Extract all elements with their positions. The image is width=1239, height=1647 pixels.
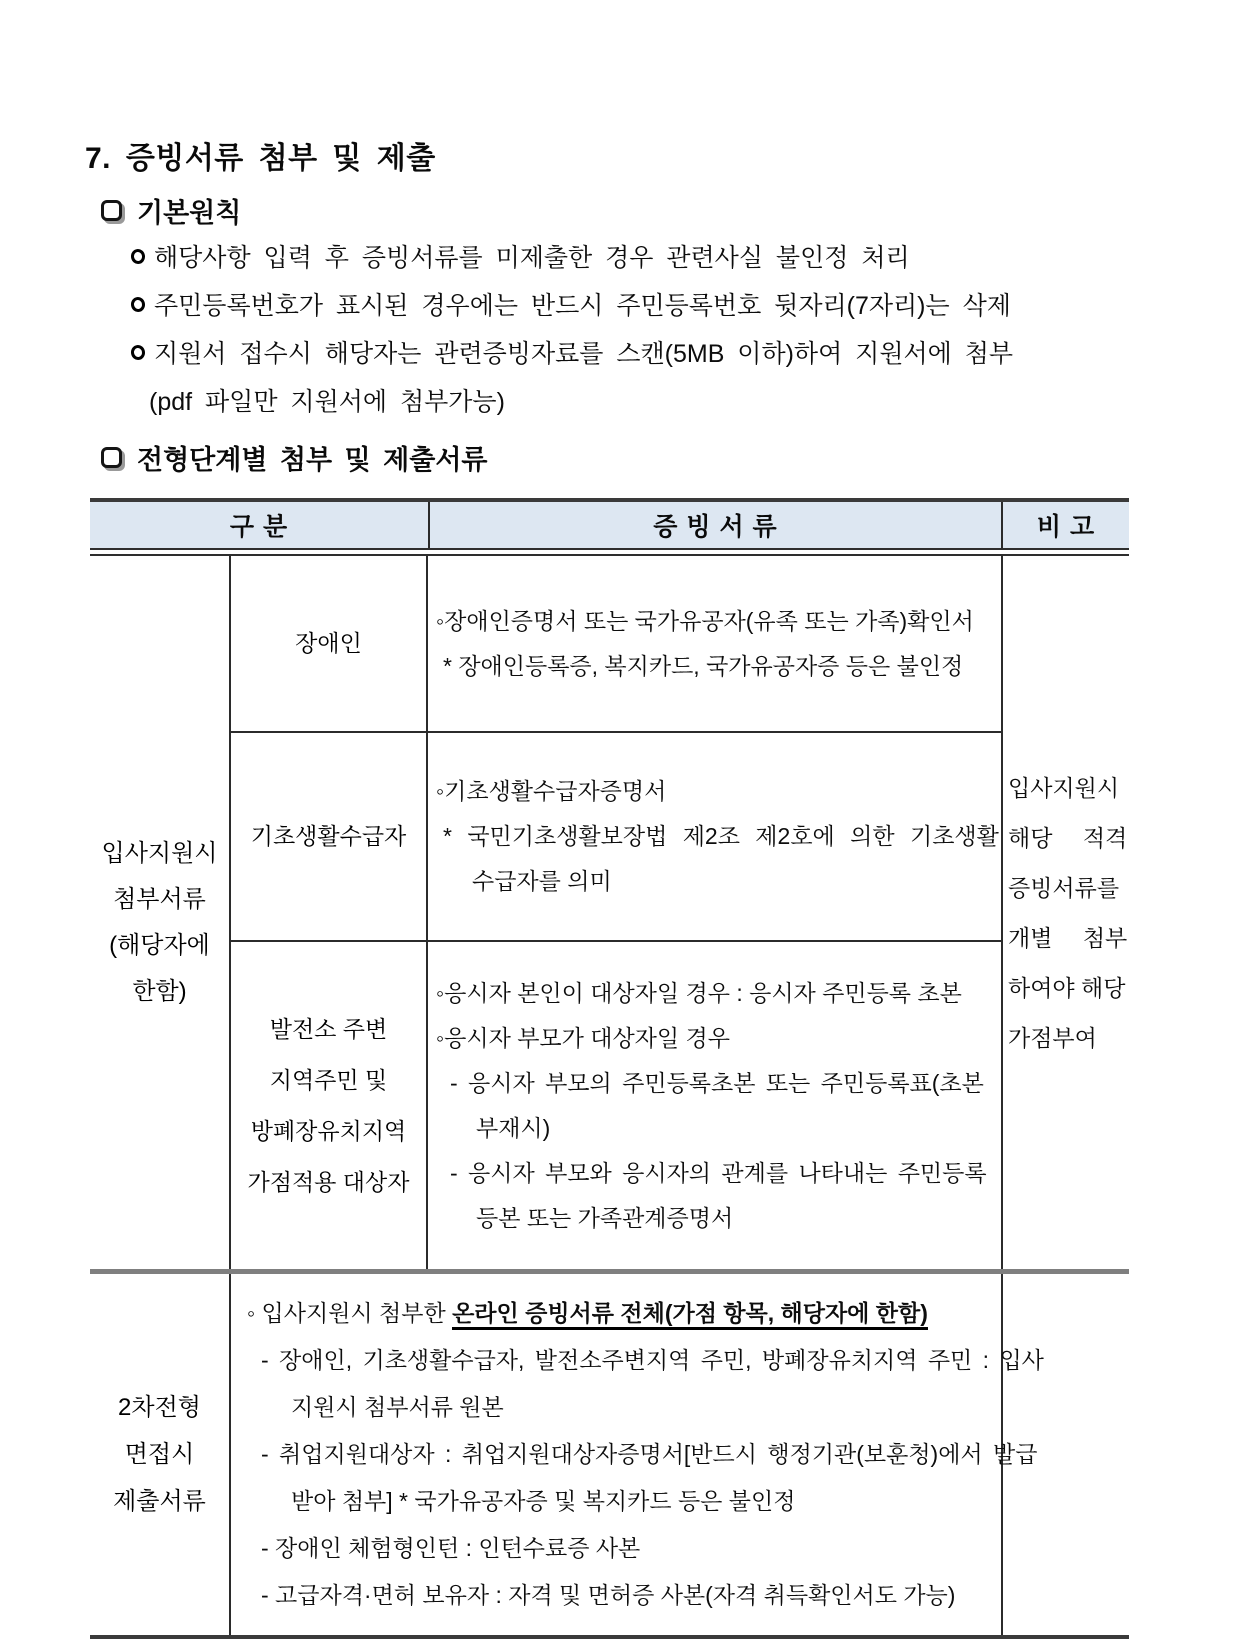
cell-documents <box>428 556 1001 731</box>
list-item <box>131 280 1131 328</box>
table-header-row <box>90 502 1129 548</box>
circle-bullet-icon <box>130 344 146 361</box>
documents-table <box>90 498 1129 1639</box>
cell-text-line: 지원시 첨부서류 원본 <box>291 1394 504 1420</box>
list-item-text: (pdf 파일만 지원서에 첨부가능) <box>149 388 505 416</box>
circle-bullet-icon <box>130 248 146 265</box>
checkbox-icon <box>101 447 122 468</box>
checkbox-icon <box>101 200 122 221</box>
cell-text-line: 등본 또는 가족관계증명서 <box>476 1204 734 1231</box>
cell-text-strong-underline: 온라인 증빙서류 전체(가점 항목, 해당자에 한함) <box>452 1300 928 1330</box>
cell-text-prefix: ◦ 입사지원시 첨부한 <box>247 1300 453 1326</box>
cell-text-line: 발전소 주변 <box>269 1015 388 1042</box>
cell-text-line: * 국민기초생활보장법 제2조 제2호에 의한 기초생활 <box>443 823 999 849</box>
cell-documents <box>428 942 1001 1269</box>
cell-text-line: 부재시) <box>476 1114 551 1141</box>
table-subrows <box>231 556 1003 1269</box>
cell-text-line: 제출서류 <box>113 1488 206 1515</box>
cell-text-line: ◦기초생활수급자증명서 <box>436 778 667 804</box>
table-row-basic-livelihood <box>231 733 1001 942</box>
table-row-plant-area-residents <box>231 942 1001 1269</box>
cell-text-line: 가점적용 대상자 <box>247 1168 410 1195</box>
section-heading-basic-principles <box>101 191 241 230</box>
table-section-interview-stage <box>90 1274 1129 1635</box>
cell-text-line: 2차전형 <box>118 1394 201 1421</box>
cell-text-line: 한함) <box>132 977 187 1005</box>
list-item-text: 주민등록번호가 표시된 경우에는 반드시 주민등록번호 뒷자리(7자리)는 삭제 <box>154 292 1011 320</box>
cell-text-line: 개별 첨부 <box>1008 924 1128 951</box>
cell-text-line: - 장애인, 기초생활수급자, 발전소주변지역 주민, 방폐장유치지역 주민 : 입사 <box>261 1347 1044 1373</box>
cell-text-line: 받아 첨부] * 국가유공자증 및 복지카드 등은 불인정 <box>291 1488 796 1514</box>
header-cell-category: 구 분 <box>90 502 430 548</box>
cell-text-line: (해당자에 <box>109 931 210 959</box>
cell-category <box>231 942 428 1269</box>
cell-text-line: - 취업지원대상자 : 취업지원대상자증명서[반드시 행정기관(보훈청)에서 발급 <box>261 1441 1038 1467</box>
cell-text-line: * 장애인등록증, 복지카드, 국가유공자증 등은 불인정 <box>443 652 964 679</box>
circle-bullet-icon <box>130 296 146 313</box>
cell-text-line: 입사지원시 <box>101 839 218 867</box>
cell-text-line: - 응시자 부모와 응시자의 관계를 나타내는 주민등록 <box>450 1159 987 1186</box>
cell-text-line: ◦응시자 부모가 대상자일 경우 <box>436 1024 730 1051</box>
cell-text-line: 면접시 <box>124 1441 195 1468</box>
section-heading-label: 전형단계별 첨부 및 제출서류 <box>137 445 488 475</box>
cell-documents <box>428 733 1001 940</box>
cell-text-line: - 장애인 체험형인턴 : 인턴수료증 사본 <box>261 1535 641 1561</box>
cell-text-line: 기초생활수급자 <box>250 823 407 849</box>
cell-text-line: 장애인 <box>295 630 362 656</box>
header-cell-note: 비 고 <box>1036 513 1096 541</box>
section-heading-label: 기본원칙 <box>137 198 242 228</box>
list-item-continuation <box>131 376 1131 424</box>
cell-note <box>1003 556 1129 1269</box>
list-item <box>131 232 1131 280</box>
cell-text-line: 하여야 해당 <box>1008 974 1126 1001</box>
cell-stage2-label <box>90 1274 231 1635</box>
double-rule <box>90 548 1129 556</box>
header-cell-documents: 증 빙 서 류 <box>430 502 1003 548</box>
list-item-text: 지원서 접수시 해당자는 관련증빙자료를 스캔(5MB 이하)하여 지원서에 첨부 <box>154 340 1014 368</box>
page-title: 7. 증빙서류 첨부 및 제출 <box>85 142 436 175</box>
cell-text-line: - 응시자 부모의 주민등록초본 또는 주민등록표(초본 <box>450 1069 984 1096</box>
cell-documents <box>231 1274 1044 1635</box>
cell-category <box>231 733 428 940</box>
cell-text-line: ◦장애인증명서 또는 국가유공자(유족 또는 가족)확인서 <box>436 607 974 634</box>
cell-text-line <box>247 1290 1001 1337</box>
cell-text-line: 해당 적격 <box>1008 824 1128 851</box>
cell-text-line: 입사지원시 <box>1008 774 1120 801</box>
cell-text-line: 지역주민 및 <box>269 1066 388 1093</box>
cell-text-line: 수급자를 의미 <box>472 868 612 894</box>
principles-list <box>131 232 1131 424</box>
list-item-text: 해당사항 입력 후 증빙서류를 미제출한 경우 관련사실 불인정 처리 <box>154 244 910 272</box>
cell-stage1-label <box>90 556 231 1269</box>
cell-text-line: 가점부여 <box>1008 1024 1097 1051</box>
cell-note-empty <box>1003 1274 1129 1635</box>
table-section-apply-stage <box>90 556 1129 1269</box>
cell-text-line: 증빙서류를 <box>1008 874 1120 901</box>
cell-text-line: 방폐장유치지역 <box>250 1117 407 1144</box>
section-heading-stage-documents <box>101 438 488 477</box>
cell-text-line: 첨부서류 <box>113 885 206 913</box>
table-row-disabled <box>231 556 1001 733</box>
cell-text-line: - 고급자격·면허 보유자 : 자격 및 면허증 사본(자격 취득확인서도 가능) <box>261 1582 956 1608</box>
cell-text-line: ◦응시자 본인이 대상자일 경우 : 응시자 주민등록 초본 <box>436 979 962 1006</box>
cell-category <box>231 556 428 731</box>
list-item <box>131 328 1131 376</box>
